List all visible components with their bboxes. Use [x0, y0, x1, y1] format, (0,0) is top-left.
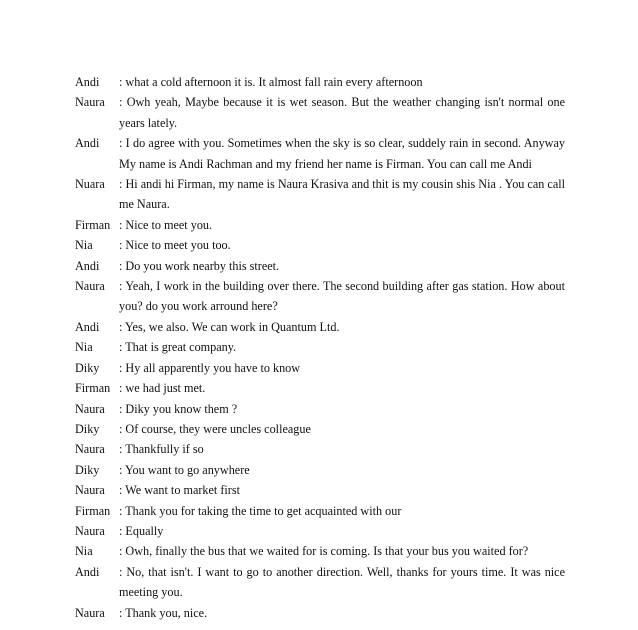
speaker-name: Nia	[75, 340, 93, 355]
speech-text: : Yeah, I work in the building over there. The second building after gas station. How about you? do you work arround here?	[119, 279, 565, 314]
speech-text: : No, that isn't. I want to go to another direction. Well, thanks for yours time. It was nice meeting you.	[119, 564, 565, 600]
dialogue-line	[75, 541, 565, 561]
speaker-name: Nia	[75, 544, 93, 559]
speech-text: : We want to market first	[119, 483, 240, 498]
dialogue-line	[75, 92, 565, 133]
speech-text: : Equally	[119, 523, 164, 538]
speech-text: : That is great company.	[119, 340, 237, 355]
speaker-name: Andi	[75, 319, 100, 334]
dialogue-line	[75, 439, 565, 459]
speaker-name: Diky	[75, 462, 100, 477]
dialogue-line	[75, 521, 565, 541]
speech-text: : You want to go anywhere	[119, 462, 250, 477]
dialogue-line	[75, 317, 565, 337]
speech-text: : Hi andi hi Firman, my name is Naura Krasiva and thit is my cousin shis Nia . You can call me Naura.	[119, 177, 565, 212]
dialogue-line	[75, 174, 565, 215]
speech-text: : Nice to meet you too.	[119, 238, 231, 253]
speech-text: : Thank you for taking the time to get acquainted with our	[119, 503, 402, 518]
dialogue-line	[75, 133, 565, 174]
dialogue-transcript	[75, 72, 565, 623]
dialogue-line	[75, 460, 565, 480]
speaker-name: Naura	[75, 605, 105, 620]
speech-text: : Do you work nearby this street.	[119, 258, 280, 273]
dialogue-line	[75, 235, 565, 255]
speaker-name: Andi	[75, 75, 100, 89]
speech-text: : I do agree with you. Sometimes when the sky is so clear, suddely rain in second. Anyway My name is Andi Rachman and my friend her name is Firman. You can call me Andi	[119, 136, 565, 171]
dialogue-line	[75, 276, 565, 317]
dialogue-line	[75, 501, 565, 521]
speaker-name: Naura	[75, 523, 105, 538]
speaker-name: Diky	[75, 421, 100, 436]
dialogue-line	[75, 399, 565, 419]
speech-text: : Owh, finally the bus that we waited for is coming. Is that your bus you waited for?	[119, 544, 529, 559]
speaker-name: Naura	[75, 442, 105, 457]
speech-text: : Thankfully if so	[119, 442, 204, 457]
dialogue-line	[75, 358, 565, 378]
speech-text: : Nice to meet you.	[119, 217, 213, 232]
speech-text: : Hy all apparently you have to know	[119, 360, 301, 375]
speaker-name: Diky	[75, 360, 100, 375]
speech-text: : Of course, they were uncles colleague	[119, 421, 311, 436]
dialogue-line	[75, 419, 565, 439]
speech-text: : Diky you know them ?	[119, 401, 238, 416]
speaker-name: Andi	[75, 564, 100, 579]
speaker-name: Naura	[75, 401, 105, 416]
speech-text: : Yes, we also. We can work in Quantum Ltd.	[119, 319, 340, 334]
dialogue-line	[75, 215, 565, 235]
dialogue-line	[75, 378, 565, 398]
speaker-name: Andi	[75, 136, 100, 151]
dialogue-line	[75, 337, 565, 357]
speaker-name: Naura	[75, 279, 105, 294]
speaker-name: Nuara	[75, 177, 105, 192]
dialogue-line	[75, 562, 565, 603]
speaker-name: Naura	[75, 95, 105, 110]
dialogue-line	[75, 256, 565, 276]
speaker-name: Nia	[75, 238, 93, 253]
speaker-name: Firman	[75, 381, 111, 396]
speech-text: : Thank you, nice.	[119, 605, 208, 620]
speech-text: : what a cold afternoon it is. It almost fall rain every afternoon	[119, 75, 423, 89]
dialogue-line	[75, 603, 565, 623]
dialogue-line	[75, 72, 565, 92]
speaker-name: Firman	[75, 217, 111, 232]
speech-text: : we had just met.	[119, 381, 206, 396]
dialogue-line	[75, 480, 565, 500]
speaker-name: Firman	[75, 503, 111, 518]
speaker-name: Andi	[75, 258, 100, 273]
speech-text: : Owh yeah, Maybe because it is wet season. But the weather changing isn't normal one years lately.	[119, 95, 565, 130]
speaker-name: Naura	[75, 483, 105, 498]
